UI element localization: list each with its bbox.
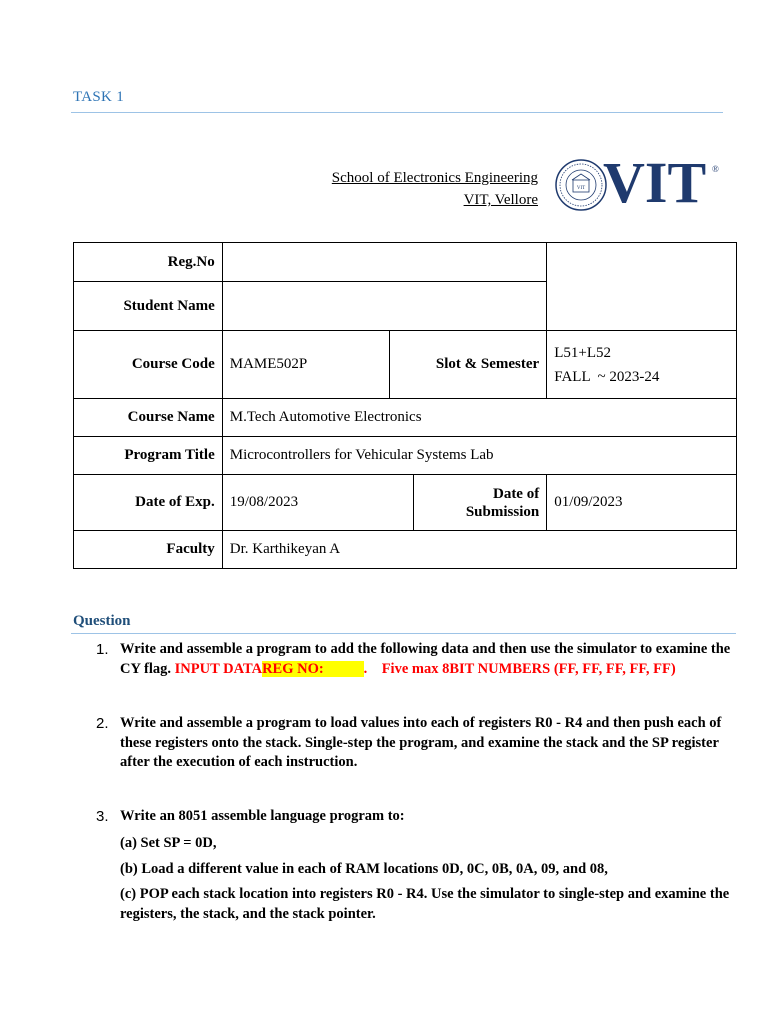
course-name-label: Course Name	[74, 399, 223, 437]
course-code-label: Course Code	[74, 331, 223, 399]
question-3-part-c: (c) POP each stack location into registers R0 - R4. Use the simulator to single-step and examine the registers, the stack, and the stack pointer.	[120, 886, 730, 922]
question-2	[96, 714, 736, 773]
campus-name: VIT, Vellore	[463, 192, 538, 208]
vit-logo-text: VIT	[603, 150, 707, 215]
vit-seal-icon	[554, 158, 608, 212]
question-3-text: Write an 8051 assemble language program to:	[120, 807, 405, 824]
question-3-number: 3.	[96, 807, 109, 825]
row-program-title	[74, 437, 737, 475]
row-course-name	[74, 399, 737, 437]
question-3	[96, 807, 736, 827]
faculty-label: Faculty	[74, 531, 223, 569]
question-divider	[71, 633, 736, 634]
date-exp-label: Date of Exp.	[74, 475, 223, 531]
question-1-number: 1.	[96, 641, 109, 658]
row-reg-no	[74, 243, 737, 282]
program-title-value: Microcontrollers for Vehicular Systems Lab	[222, 437, 736, 475]
vit-logo	[554, 150, 724, 215]
question-1-input-values: Five max 8BIT NUMBERS (FF, FF, FF, FF, FF)	[381, 660, 676, 677]
reg-no-label: Reg.No	[74, 243, 223, 282]
question-heading: Question	[73, 613, 131, 629]
row-course-code	[74, 331, 737, 399]
question-3-part-a: (a) Set SP = 0D,	[120, 835, 217, 851]
question-1-reg-no: REG NO:	[262, 660, 364, 677]
task-heading: TASK 1	[73, 89, 125, 105]
seal-text: VIT	[576, 186, 586, 191]
program-title-label: Program Title	[74, 437, 223, 475]
date-submission-label-line1: Date of	[492, 485, 540, 502]
question-1-dot: .	[167, 660, 172, 677]
registered-mark: ®	[712, 164, 719, 174]
course-name-value: M.Tech Automotive Electronics	[222, 399, 736, 437]
slot-semester-value	[547, 331, 737, 399]
slot-value: L51+L52	[554, 344, 612, 361]
row-faculty	[74, 531, 737, 569]
question-2-text: Write and assemble a program to load values into each of registers R0 - R4 and then push each of these registers onto the stack. Single-step the program, and examine the stack and the SP register after the execution of each instruction.	[120, 715, 722, 770]
student-info-table	[73, 242, 737, 569]
date-submission-value: 01/09/2023	[547, 475, 737, 531]
question-1-red-dot: .	[363, 660, 368, 677]
photo-cell	[547, 243, 737, 331]
date-submission-label	[414, 475, 547, 531]
row-dates	[74, 475, 737, 531]
question-list	[96, 640, 736, 924]
date-submission-label-line2: Submission	[465, 503, 540, 520]
question-1-text: Write and assemble a program to add the following data and then use the simulator to examine the CY flag	[120, 641, 731, 677]
question-3-part-b: (b) Load a different value in each of RAM locations 0D, 0C, 0B, 0A, 09, and 08,	[120, 860, 608, 877]
question-1-input-data: INPUT DATA	[174, 660, 263, 677]
question-1	[96, 640, 736, 679]
question-2-number: 2.	[96, 715, 109, 732]
faculty-value: Dr. Karthikeyan A	[222, 531, 736, 569]
course-code-value: MAME502P	[222, 331, 390, 399]
school-name: School of Electronics Engineering	[331, 170, 538, 186]
semester-value: FALL ~ 2023-24	[554, 368, 660, 385]
student-name-label: Student Name	[74, 282, 223, 331]
reg-no-value[interactable]	[222, 243, 546, 282]
student-name-value[interactable]	[222, 282, 546, 331]
school-block	[332, 167, 538, 211]
date-exp-value: 19/08/2023	[222, 475, 414, 531]
slot-semester-label: Slot & Semester	[390, 331, 547, 399]
task-divider	[71, 112, 723, 113]
